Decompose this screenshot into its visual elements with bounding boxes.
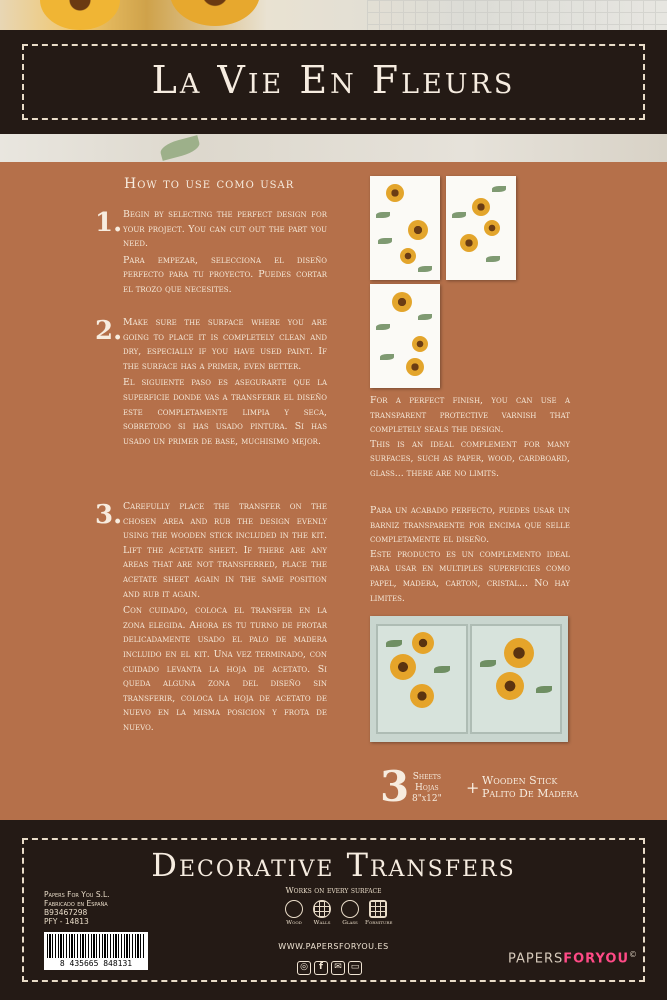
facebook-icon: f [314, 961, 328, 975]
transfer-sheet-image [446, 176, 516, 280]
brick-wall-icon [313, 900, 331, 918]
package-contents [380, 762, 580, 811]
top-floral-strip [0, 0, 667, 30]
step-text [123, 316, 327, 449]
sheets-en: Sheets [412, 772, 441, 782]
stick-es: Palito De Madera [482, 787, 579, 800]
step-text-es: Para empezar, selecciona el diseño perfecto para tu proyecto. Puedes cortar el trozo que necesites. [123, 254, 327, 295]
surface-furniture [365, 900, 391, 926]
furniture-icon [369, 900, 387, 918]
step-text-en: Begin by selecting the perfect design for your project. You can cut out the part you need. [123, 209, 327, 250]
step-text-es: Con cuidado, coloca el transfer en la zona elegida. Ahora es tu turno de frotar delicadamente usado el palo de madera incluido en el kit. Una vez terminado, con cuidado levanta la hoja de acetato. Si queda alguna zona del diseño sin transferir, coloca la hoja de acetato de nuevo en la misma posicion y frota de nuevo. [123, 605, 327, 733]
finish-text: Para un acabado perfecto, puedes usar un barniz transparente por encima que selle completamente el diseño. [370, 505, 570, 546]
step-text-es: El siguiente paso es asegurarte que la superficie donde vas a transferir el diseño este completamente limpia y seca, sobretodo si has usado pintura. Si has usado un primer de base, muchisimo mejor. [123, 377, 327, 447]
barcode [44, 932, 148, 970]
surface-label: Walls [313, 920, 331, 926]
surface-label: Glass [342, 920, 358, 926]
sheets-es: Hojas [415, 783, 439, 793]
step-text-en: Carefully place the transfer on the chosen area and rub the design evenly using the wooden stick included in the kit. Lift the acetate sheet. If there are any areas that are not transferred, place the acetate sheet again in the same position and rub it again. [123, 501, 327, 600]
stick-label [482, 774, 578, 800]
social-icons [297, 954, 371, 970]
finish-text-es [370, 504, 570, 606]
transfer-sheet-image [370, 176, 440, 280]
grid-paper-texture [367, 0, 667, 30]
instagram-icon: ◎ [297, 961, 311, 975]
footer-band [0, 820, 667, 1000]
finish-text: For a perfect finish, you can use a transparent protective varnish that completely seals the design. [370, 395, 570, 436]
works-on-label: Works on every surface [285, 886, 382, 895]
step-text-en: Make sure the surface where you are going to place it is completely clean and dry, especially if you have used paint. If the surface has a primer, even better. [123, 317, 327, 372]
surface-walls [309, 900, 335, 926]
step-2 [95, 316, 327, 449]
sunflower-image [40, 0, 120, 30]
finish-text-en [370, 394, 570, 482]
product-title: La Vie En Fleurs [151, 58, 516, 102]
sunflower-image [170, 0, 260, 26]
sheet-count: 3 [380, 762, 410, 811]
sheets-label [412, 772, 442, 805]
company-name: Papers For You S.L. [44, 890, 110, 899]
step-number: 3. [95, 500, 123, 530]
tax-id: B93467298 [44, 908, 88, 917]
furniture-example-photo [370, 616, 568, 742]
step-1 [95, 208, 327, 298]
footer-title: Decorative Transfers [151, 846, 516, 884]
chat-icon: ▭ [348, 961, 362, 975]
surface-wood [281, 900, 307, 926]
sheet-size: 8"x12" [412, 794, 442, 804]
made-in: Fabricado en España [44, 899, 108, 908]
step-text [123, 208, 327, 298]
surface-glass [337, 900, 363, 926]
surface-icons [281, 900, 391, 932]
surface-label: Wood [286, 920, 302, 926]
brand-foryou: FORYOU [563, 951, 630, 967]
brand-papers: PAPERS [508, 951, 564, 967]
plus-sign: + [466, 778, 480, 797]
how-to-heading: How to use como usar [124, 176, 295, 192]
glass-icon [341, 900, 359, 918]
complement-text: Este producto es un complemento ideal para usar en multiples superficies como papel, madera, carton, cristal... No hay limites. [370, 548, 570, 604]
product-code: PFY - 14813 [44, 917, 89, 926]
barcode-number: 8 435665 848131 [59, 959, 133, 968]
leaf-image [159, 135, 202, 161]
complement-text: This is an ideal complement for many surfaces, such as paper, wood, cardboard, glass... there are no limits. [370, 438, 570, 479]
website-url: WWW.PAPERSFORYOU.ES [278, 942, 389, 951]
step-number: 2. [95, 316, 123, 346]
vintage-script-strip [0, 134, 667, 162]
header-band [0, 30, 667, 134]
product-sheets-preview [370, 176, 520, 392]
transfer-sheet-image [370, 284, 440, 388]
step-3 [95, 500, 327, 736]
surface-label: Forniture [365, 920, 393, 926]
step-text [123, 500, 327, 736]
wood-icon [285, 900, 303, 918]
step-number: 1. [95, 208, 123, 238]
brand-copyright: © [629, 950, 639, 959]
email-icon: ✉ [331, 961, 345, 975]
stick-en: Wooden Stick [482, 774, 558, 787]
brand-logo [508, 950, 638, 966]
company-info [44, 890, 110, 926]
